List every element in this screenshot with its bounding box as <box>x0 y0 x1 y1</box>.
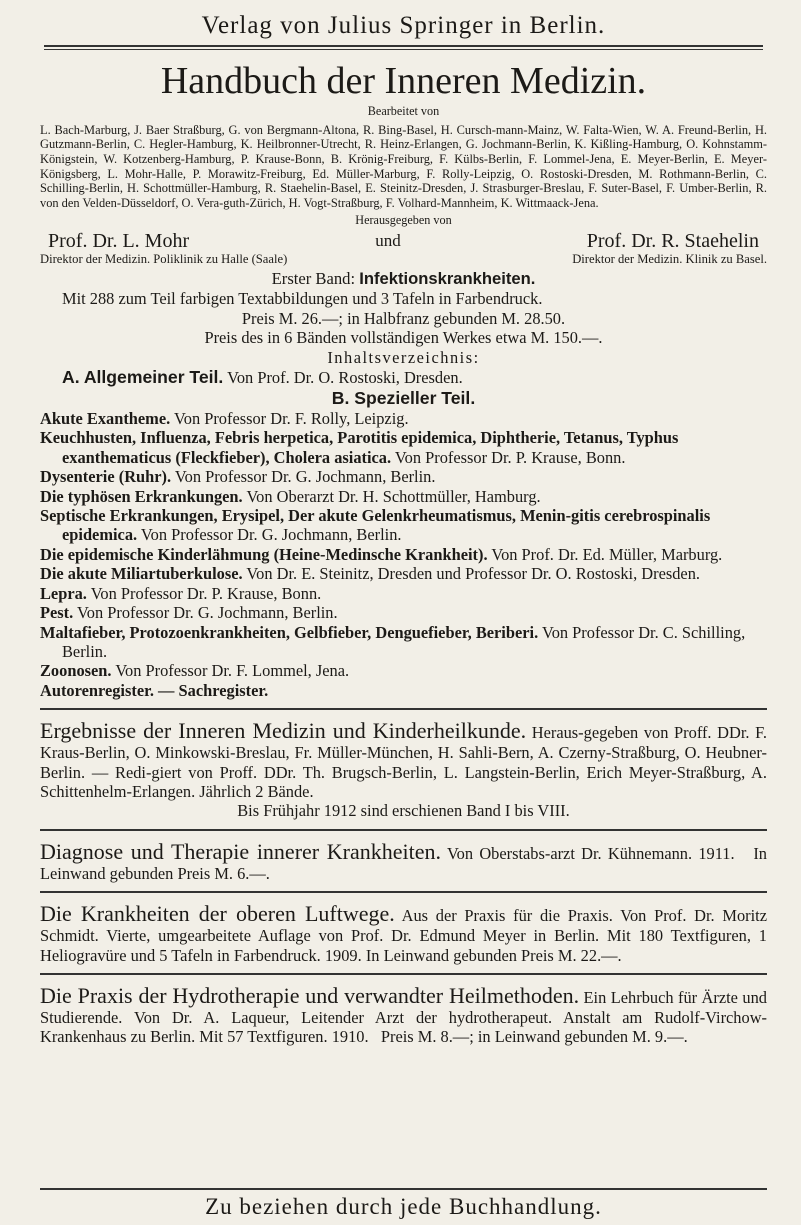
toc-author: Von Oberarzt Dr. H. Schottmüller, Hamburg. <box>242 486 541 506</box>
toc-author: Von Professor Dr. G. Jochmann, Berlin. <box>73 603 338 623</box>
toc-topic: Die akute Miliartuberkulose. <box>40 564 243 584</box>
toc-list <box>40 409 767 700</box>
toc-topic: Die epidemische Kinderlähmung (Heine-Medinsche Krankheit). <box>40 544 488 564</box>
book-luftwege <box>40 901 772 965</box>
part-a-author: Von Prof. Dr. O. Rostoski, Dresden. <box>223 368 463 388</box>
volume-details-1: Mit 288 zum Teil farbigen Textabbildungen und 3 Tafeln in Farbendruck. <box>62 289 543 309</box>
toc-topic: Pest. <box>40 603 74 623</box>
toc-entry <box>40 409 767 428</box>
book-title: Diagnose und Therapie innerer Krankheiten. <box>40 838 441 864</box>
toc-entry <box>40 428 767 467</box>
editor-mohr-role: Direktor der Medizin. Poliklinik zu Halle (Saale) <box>40 252 288 267</box>
book-text: Von Oberstabs-arzt Dr. Kühnemann. 1911. In Leinwand gebunden Preis M. 6.—. <box>40 843 772 883</box>
authors-list: L. Bach-Marburg, J. Baer Straßburg, G. von Bergmann-Altona, R. Bing-Basel, H. Cursch-mann-Mainz, W. Falta-Wien, W. A. Freund-Berlin, H. Gutzmann-Berlin, C. Hegler-Hamburg, K. Heilbronner-Utrecht, R. Heinz-Erlangen, G. Jochmann-Berlin, K. Kißling-Hamburg, O. Kohnstamm-Königstein, W. Kotzenberg-Hamburg, P. Krause-Bonn, B. Krönig-Freiburg, F. Külbs-Berlin, F. Lommel-Jena, E. Meyer-Berlin, E. Meyer-Königsberg, L. Mohr-Halle, P. Morawitz-Freiburg, Ed. Müller-Marburg, F. Rolly-Leipzig, O. Rostoski-Dresden, M. Rothmann-Berlin, C. Schilling-Berlin, H. Schottmüller-Hamburg, R. Staehelin-Basel, E. Steinitz-Dresden, J. Strasburger-Breslau, F. Suter-Basel, F. Umber-Berlin, R. von den Velden-Düsseldorf, O. Vera-guth-Zürich, H. Vogt-Straßburg, F. Volhard-Mannheim, K. Wittmaack-Jena. <box>40 122 771 211</box>
section-divider <box>40 829 767 831</box>
publisher-header: Verlag von Julius Springer in Berlin. <box>201 12 606 39</box>
toc-topic: Lepra. <box>40 583 87 603</box>
published-by-label: Herausgegeben von <box>355 212 452 227</box>
toc-author: Von Professor Dr. G. Jochmann, Berlin. <box>171 467 436 487</box>
book-title: Die Praxis der Hydrotherapie und verwandter Heilmethoden. <box>40 982 580 1008</box>
book-ergebnisse <box>40 718 772 801</box>
edited-by-label: Bearbeitet von <box>367 104 440 118</box>
toc-entry <box>40 487 767 506</box>
toc-entry <box>40 661 767 680</box>
section-divider <box>40 973 767 975</box>
part-a-label: A. Allgemeiner Teil. <box>62 367 224 388</box>
toc-topic: Zoonosen. <box>40 661 112 681</box>
footer-text: Zu beziehen durch jede Buchhandlung. <box>205 1194 602 1219</box>
volume-heading <box>40 269 767 289</box>
book-hydrotherapie <box>40 982 772 1047</box>
section-divider <box>40 708 767 710</box>
toc-entry <box>40 681 767 700</box>
book-title: Die Krankheiten der oberen Luftwege. <box>40 901 395 927</box>
editors-row <box>48 230 759 252</box>
book-text: Heraus-gegeben von Proff. DDr. F. Kraus-Berlin, O. Minkowski-Breslau, Fr. Müller-München, H. Sahli-Bern, A. Czerny-Straßburg, O. Heubner-Berlin. — Redi-giert von Proff. DDr. Th. Brugsch-Berlin, L. Langstein-Berlin, Erich Meyer-Straßburg, A. Schittenhelm-Erlangen. Jährlich 2 Bände. <box>40 723 772 801</box>
section-divider <box>40 891 767 893</box>
editor-staehelin: Prof. Dr. R. Staehelin <box>586 230 759 253</box>
book-diagnose <box>40 838 772 883</box>
footer-rule <box>40 1188 767 1190</box>
toc-topic: Dysenterie (Ruhr). <box>40 467 172 487</box>
book-text: Aus der Praxis für die Praxis. Von Prof. Dr. Moritz Schmidt. Vierte, umgearbeitete Auflage von Prof. Dr. Edmund Meyer in Berlin. Mit 180 Textfiguren, 1 Heliogravüre und 5 Tafeln in Farbendruck. 1909. In Leinwand gebunden Preis M. 22.—. <box>40 906 772 965</box>
toc-author: Von Professor Dr. P. Krause, Bonn. <box>391 447 626 467</box>
toc-entry <box>40 623 767 662</box>
toc-entry <box>40 603 767 622</box>
editor-roles-row <box>40 252 767 267</box>
volume-details-2: Preis M. 26.—; in Halbfranz gebunden M. 28.50. <box>241 308 566 328</box>
toc-topic: Akute Exantheme. <box>40 409 171 429</box>
toc-entry <box>40 467 767 486</box>
book-text: Ein Lehrbuch für Ärzte und Studierende. Von Dr. A. Laqueur, Leitender Arzt der hydrotherapeut. Anstalt am Rudolf-Virchow-Krankenhaus zu Berlin. Mit 57 Textfiguren. 1910. Preis M. 8.—; in Leinwand gebunden M. 9.—. <box>40 987 772 1047</box>
toc-entry <box>40 564 767 583</box>
editor-and: und <box>375 231 401 251</box>
toc-topic: Autorenregister. — Sachregister. <box>40 680 269 700</box>
toc-author: Von Professor Dr. G. Jochmann, Berlin. <box>137 525 402 545</box>
part-b <box>40 388 767 409</box>
toc-author: Von Dr. E. Steinitz, Dresden und Professor Dr. O. Rostoski, Dresden. <box>242 564 701 584</box>
volume-details-3: Preis des in 6 Bänden vollständigen Werkes etwa M. 150.—. <box>204 328 603 348</box>
volume-label: Erster Band: <box>271 269 360 289</box>
toc-author: Von Professor Dr. C. Schilling, Berlin. <box>62 622 750 661</box>
part-b-label: B. Spezieller Teil. <box>331 388 476 409</box>
toc-entry <box>40 545 767 564</box>
toc-topic: Die typhösen Erkrankungen. <box>40 486 243 506</box>
toc-entry <box>40 506 767 545</box>
toc-author: Von Professor Dr. F. Lommel, Jena. <box>111 661 350 681</box>
toc-author: Von Professor Dr. P. Krause, Bonn. <box>86 583 322 603</box>
toc-author: Von Professor Dr. F. Rolly, Leipzig. <box>170 409 409 429</box>
toc-topic: Septische Erkrankungen, Erysipel, Der akute Gelenkrheumatismus, Menin-gitis cerebrospinalis epidemica. <box>40 506 715 545</box>
toc-entry <box>40 584 767 603</box>
editor-staehelin-role: Direktor der Medizin. Klinik zu Basel. <box>572 252 767 267</box>
header-rule <box>44 45 763 47</box>
handbook-title: Handbuch der Inneren Medizin. <box>160 60 647 102</box>
book-extra: Bis Frühjahr 1912 sind erschienen Band I bis VIII. <box>237 801 570 821</box>
toc-author: Von Prof. Dr. Ed. Müller, Marburg. <box>487 544 723 564</box>
toc-topic: Maltafieber, Protozoenkrankheiten, Gelbfieber, Denguefieber, Beriberi. <box>40 622 539 642</box>
volume-title: Infektionskrankheiten. <box>359 269 536 289</box>
header-rule-thin <box>44 49 763 50</box>
book-title: Ergebnisse der Inneren Medizin und Kinderheilkunde. <box>40 718 527 744</box>
editor-mohr: Prof. Dr. L. Mohr <box>48 230 190 253</box>
part-a <box>40 367 767 388</box>
toc-label: Inhaltsverzeichnis: <box>327 347 480 367</box>
toc-topic: Keuchhusten, Influenza, Febris herpetica, Parotitis epidemica, Diphtherie, Tetanus, Typhus exanthematicus (Fleckfieber), Cholera asiatica. <box>40 428 683 467</box>
footer-note <box>40 1188 767 1220</box>
